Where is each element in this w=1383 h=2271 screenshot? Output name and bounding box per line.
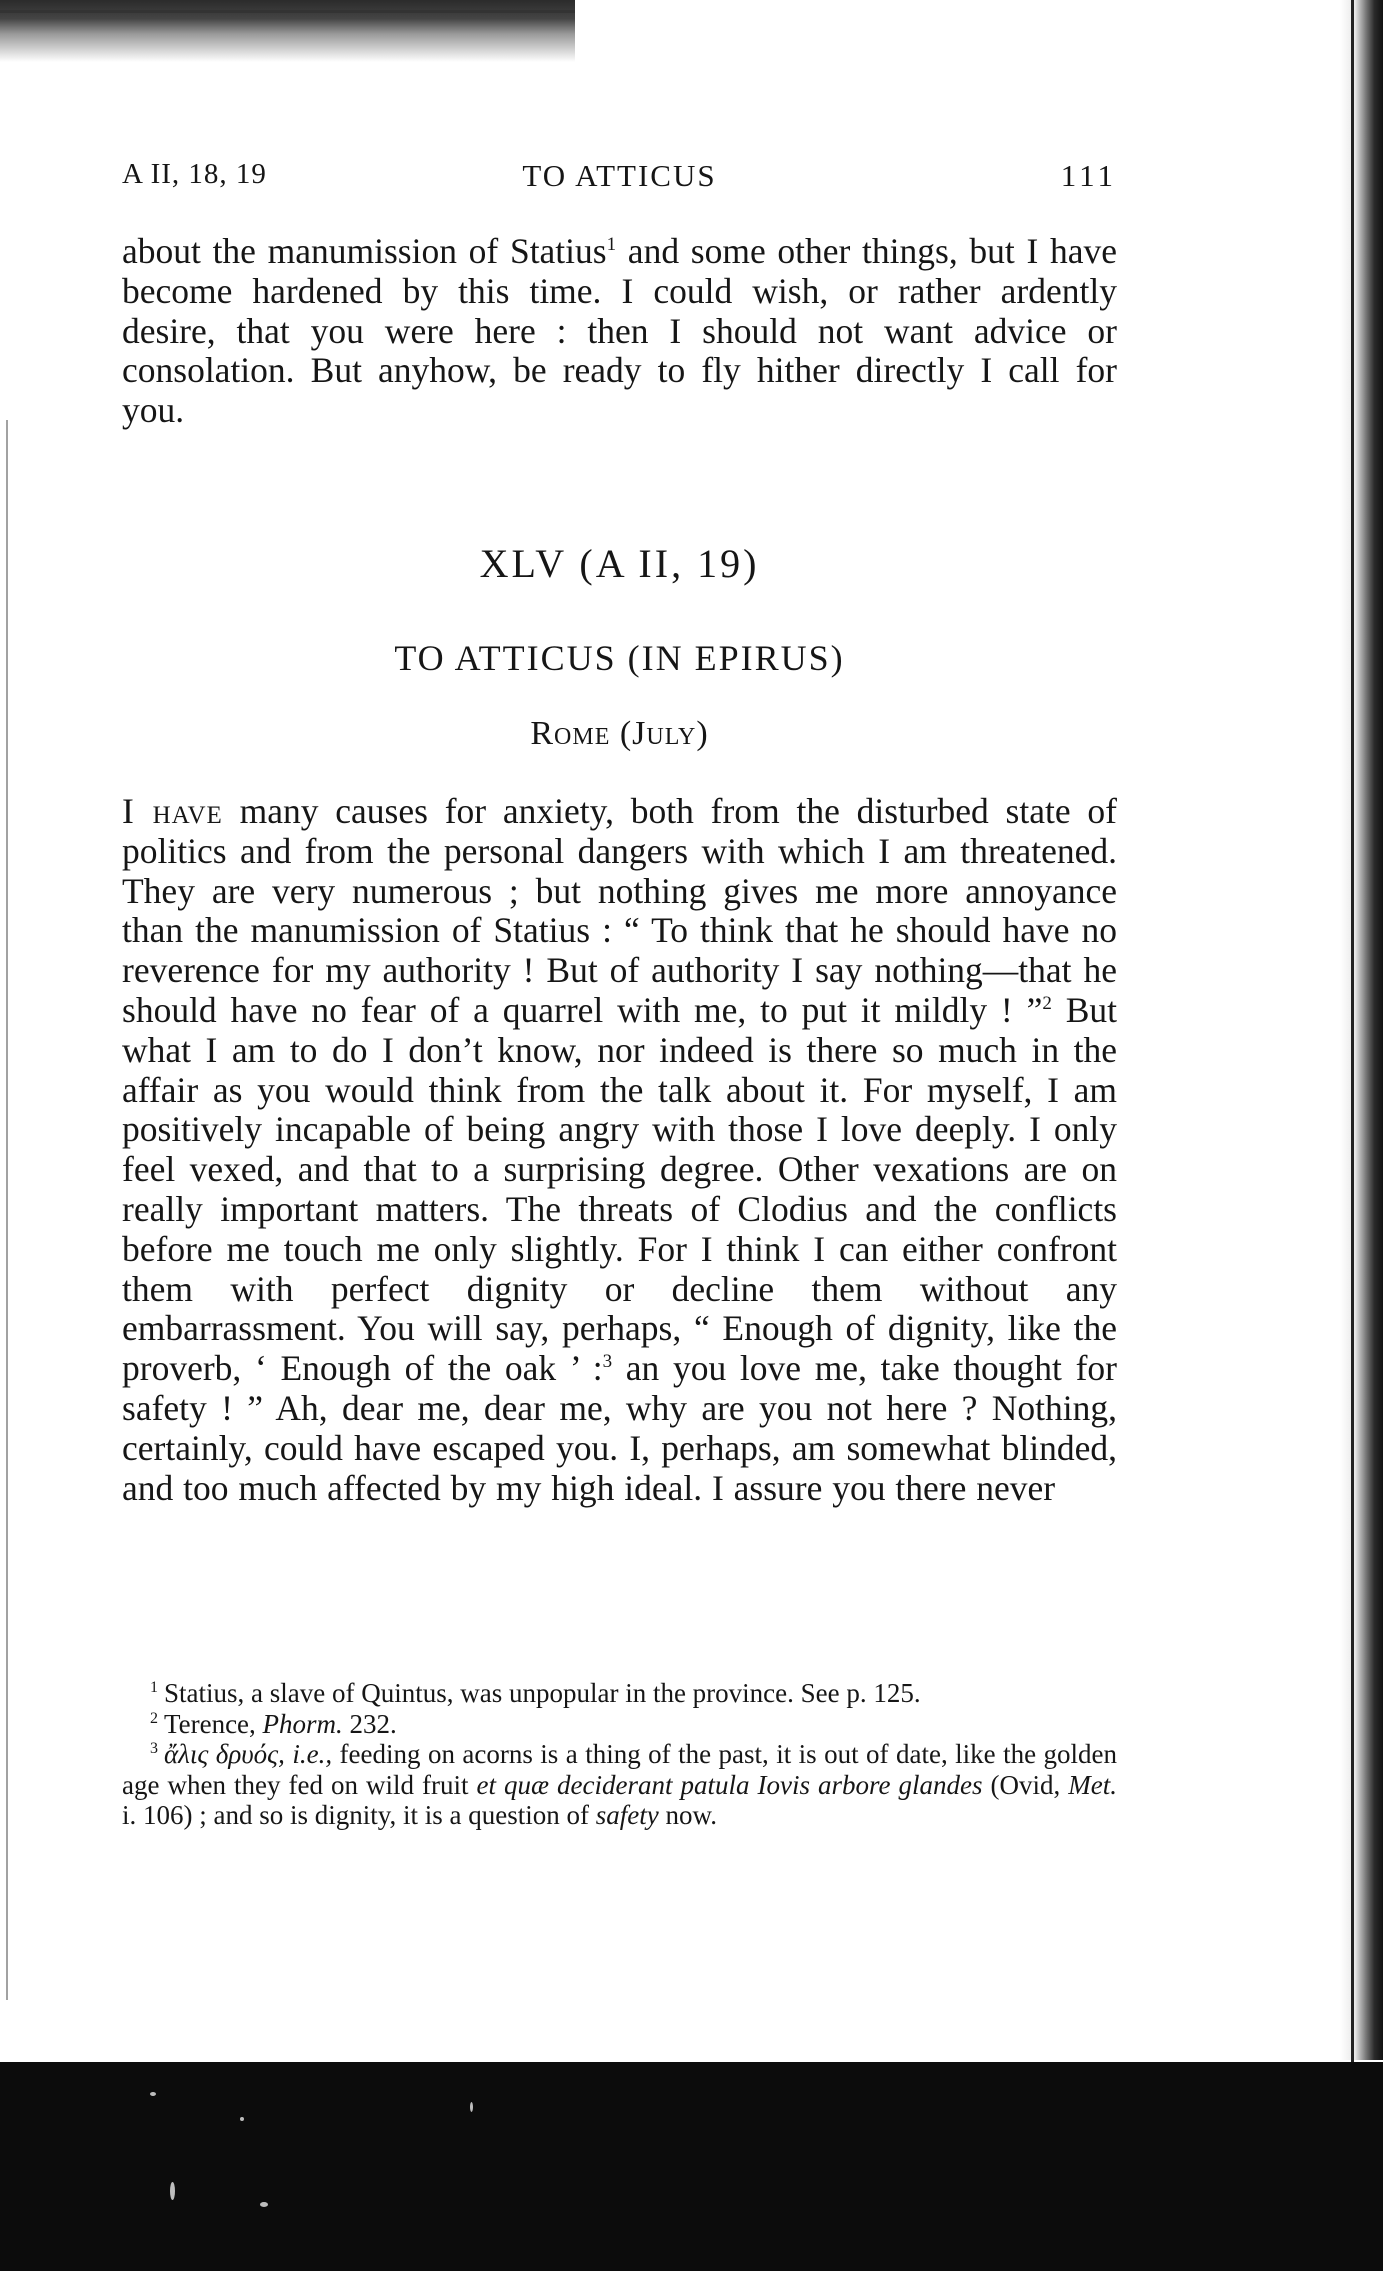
scan-speck — [240, 2117, 244, 2121]
footnote-text: 232. — [342, 1708, 397, 1739]
scan-speck — [470, 2102, 473, 2112]
continuation-text-1: about the manumission of Statius — [122, 231, 607, 271]
page-number: 111 — [1060, 158, 1117, 193]
scan-shadow-right — [1340, 0, 1383, 2060]
footnote-ie: i.e., — [292, 1739, 333, 1769]
letter-text-2: But what I am to do I don’t know, nor indeed is there so much in the affair as you would think from the talk about it. For myself, I am positively incapable of being angry with those I love deeply. I only feel vexed, and that to a surprising degree. Other vexations are on really important matters. The threats of Clodius and the conflicts before me touch me only slightly. For I think I can either confront them with perfect dignity or decline them without any embarrassment. You will say, perhaps, “ Enough of dignity, like the proverb, ‘ Enough of the oak ’ : — [122, 989, 1117, 1389]
footnote-latin-quote: et quæ deciderant patula Iovis arbore glandes — [476, 1769, 983, 1800]
continuation-text-2: and some other things, but I have become hardened by this time. I could wish, or rather ardently desire, that you were here : then I should not want advice or consolation. But anyhow, be ready to fly hither directly I call for you. — [122, 231, 1117, 431]
letter-recipient-heading: TO ATTICUS (IN EPIRUS) — [394, 638, 845, 678]
footnote-citation-italic: Met. — [1068, 1769, 1117, 1800]
scan-edge-line-right — [1351, 0, 1354, 2080]
footnote-greek-phrase: ἄλις δρυός, — [164, 1739, 285, 1769]
footnote-mark: 1 — [150, 1679, 158, 1696]
footnote-emphasis: safety — [595, 1800, 659, 1830]
scan-edge-line-left — [6, 420, 8, 2000]
letter-text-3: an you love me, take thought for safety ! ” Ah, dear me, dear me, why are you not here ? Nothing, certainly, could have escaped you. I, perhaps, am somewhat blinded, and too much affected by my high ideal. I assure you there never — [122, 1348, 1117, 1508]
footnote-3 — [122, 1739, 1117, 1831]
footnote-mark: 3 — [150, 1740, 158, 1757]
continuation-paragraph — [122, 232, 1117, 431]
letter-opening-words: I have — [122, 791, 223, 831]
scan-edge-line-top — [0, 10, 575, 13]
footnotes — [122, 1678, 1117, 1831]
footnote-reference-3: 3 — [602, 1351, 613, 1373]
scan-speck — [260, 2202, 268, 2207]
footnote-reference-1: 1 — [606, 234, 617, 256]
footnote-text: feeding on acorns is a thing of the past, it is out of date, like the golden age when they fed on wild fruit — [122, 1739, 1118, 1800]
running-head-title: TO ATTICUS — [522, 158, 717, 193]
footnote-reference-2: 2 — [1042, 993, 1052, 1015]
footnote-citation-italic: Phorm. — [262, 1708, 343, 1739]
footnote-text: (Ovid, — [982, 1769, 1069, 1800]
running-head-reference: A II, 18, 19 — [122, 158, 267, 190]
footnote-1 — [122, 1678, 1117, 1709]
footnote-2 — [122, 1709, 1117, 1740]
footnote-text: Terence, — [164, 1708, 263, 1739]
footnote-mark: 2 — [150, 1709, 158, 1727]
scan-speck — [170, 2182, 175, 2200]
footnote-text: now. — [658, 1800, 717, 1830]
scan-shadow-bottom — [0, 2062, 1383, 2271]
letter-body-paragraph — [122, 792, 1117, 1508]
footnote-text: i. 106) ; and so is dignity, it is a question of — [122, 1800, 596, 1830]
running-head — [122, 158, 1117, 198]
letter-text-1: many causes for anxiety, both from the disturbed state of politics and from the personal dangers with which I am threatened. They are very numerous ; but nothing gives me more annoyance than the manumission of Statius : “ To think that he should have no reverence for my authority ! But of authority I say nothing—that he should have no fear of a quarrel with me, to put it mildly ! ” — [122, 791, 1117, 1030]
letter-place-date: Rome (July) — [530, 715, 709, 752]
scan-speck — [150, 2092, 156, 2096]
letter-number-heading: XLV (A II, 19) — [479, 541, 760, 586]
footnote-text: Statius, a slave of Quintus, was unpopular in the province. See p. 125. — [164, 1678, 921, 1708]
